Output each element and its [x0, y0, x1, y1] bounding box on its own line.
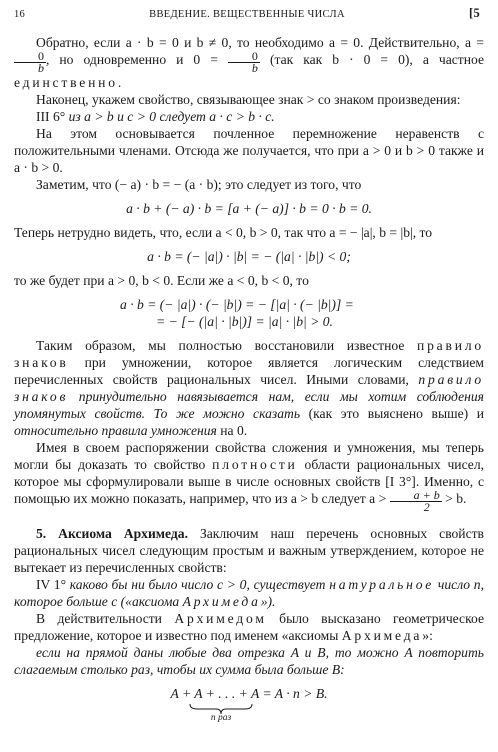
fraction-mean: $\frac{a + b}{2}$	[390, 490, 442, 513]
equation-3b: = − [− (|a| · |b|)] = |a| · |b| > 0.	[156, 314, 333, 329]
paragraph-sign-rule: Таким образом, мы полностью восстановили известное правило знаков при умножении, которое является логическим следствием перечисленных свойств рациональных чисел. Иными словами, правило знаков принудительно навязывается нам, если мы хотим соблюдения упомянутых свойств. То же можно сказать (как это выяснено выше) и относительно правила умножения на 0.	[14, 338, 484, 438]
equation-archimedes	[14, 685, 484, 723]
equation-3a: a · b = (− |a|) · (− |b|) = − [|a| · (− |b|)] =	[120, 297, 354, 312]
underbrace-label: n раз	[210, 713, 232, 723]
paragraph-multiplication: На этом основывается почленное перемножение неравенств с положительными членами. Отсюда же получается, что при a > 0 и b > 0 также и a · b > 0.	[14, 126, 484, 175]
running-header	[14, 6, 480, 22]
section-heading: 5. Аксиома Архимеда.	[36, 526, 188, 541]
paragraph-density: Имея в своем распоряжении свойства сложения и умножения, мы теперь могли бы доказать то свойство плотности области рациональных чисел, которое мы сформулировали выше в числе основных свойств [I 3°]. Именно, с помощью их можно показать, например, что из a > b следует a > $\frac{a + b}{2}$ > b.	[14, 440, 485, 514]
section-marker: [5	[468, 6, 480, 20]
paragraph-sign-property: Наконец, укажем свойство, связывающее знак > со знаком произведения:	[36, 92, 461, 107]
fraction-0-over-b: $\frac{0}{b}$	[14, 51, 46, 74]
page-body	[14, 34, 484, 723]
section-archimedes: 5. Аксиома Архимеда. Заключим наш перечень основных свойств рациональных чисел следующим простым и важным утверждением, которое не вытекает из перечисленных свойств:	[14, 526, 484, 575]
equation-4: A + A + . . . + A = A · n > B.	[170, 686, 328, 701]
paragraph-remark: Заметим, что (− a) · b = − (a · b); это следует из того, что	[36, 177, 362, 192]
running-title: ВВЕДЕНИЕ. ВЕЩЕСТВЕННЫЕ ЧИСЛА	[149, 9, 345, 20]
paragraph-segments: если на прямой даны любые два отрезка A и B, то можно A повторить слагаемым столько раз, чтобы их сумма была больше B:	[14, 645, 484, 677]
property-label: III 6°	[36, 109, 66, 124]
property-label: IV 1°	[36, 577, 67, 592]
property-III-6: III 6° из a > b и c > 0 следует a · c > b · c.	[36, 109, 275, 124]
paragraph-division-by-zero: Обратно, если a · b = 0 и b ≠ 0, то необходимо a = 0. Действительно, a = $\frac{0}{b}$ , но одновременно и 0 = $\frac{0}{b}$ (так как b · 0 = 0), а частное единственно.	[14, 35, 484, 90]
paragraph-negative-case: Теперь нетрудно видеть, что, если a < 0, b > 0, так что a = − |a|, b = |b|, то	[14, 225, 433, 240]
equation-2: a · b = (− |a|) · |b| = − (|a| · |b|) < 0;	[147, 249, 351, 264]
property-IV-1: IV 1° каково бы ни было число c > 0, существует натуральное число n, которое больше c («аксиома Архимеда»).	[14, 577, 484, 609]
paragraph-archimedes-geometric: В действительности Архимедом было высказано геометрическое предложение, которое и известно под именем «аксиомы Архимеда»:	[14, 611, 484, 643]
paragraph-both-negative: то же будет при a > 0, b < 0. Если же a < 0, b < 0, то	[14, 273, 309, 288]
page-number: 16	[14, 9, 26, 20]
fraction-0-over-b-2: $\frac{0}{b}$	[228, 51, 260, 74]
equation-1: a · b + (− a) · b = [a + (− a)] · b = 0 · b = 0.	[126, 201, 372, 216]
spaced-word: единственно.	[14, 75, 125, 90]
